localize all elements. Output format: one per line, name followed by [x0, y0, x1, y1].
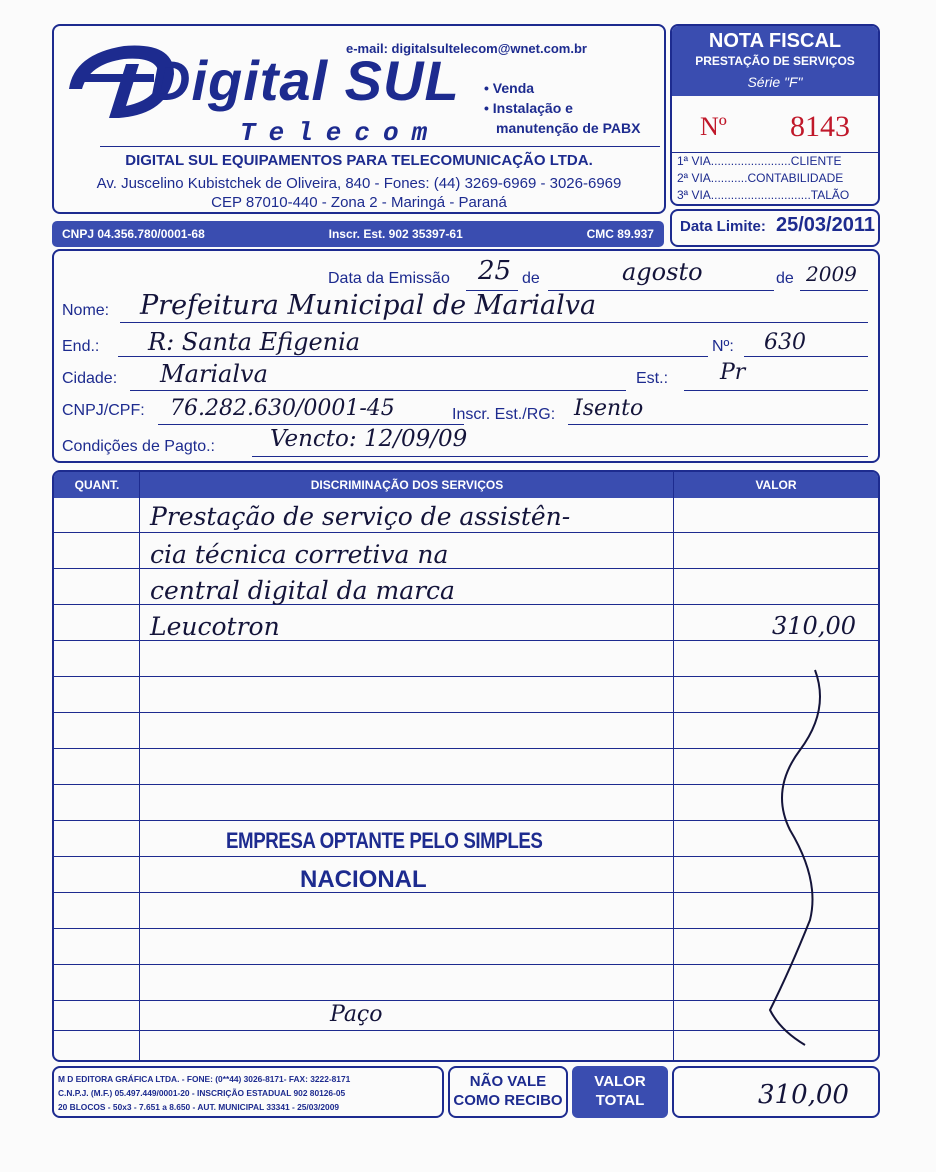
- via-contabilidade: 2ª VIA...........CONTABILIDADE: [677, 171, 844, 185]
- cidade-label: Cidade:: [62, 370, 118, 387]
- service-line-3[interactable]: central digital da marca: [150, 576, 455, 605]
- data-limite-label: Data Limite:: [680, 218, 766, 235]
- company-name: DIGITAL SUL EQUIPAMENTOS PARA TELECOMUNICAÇÃO LTDA.: [125, 152, 593, 169]
- cnpj-label: CNPJ/CPF:: [62, 402, 145, 419]
- cidade-value[interactable]: Marialva: [160, 360, 268, 388]
- company-cnpj: CNPJ 04.356.780/0001-68: [62, 227, 205, 241]
- nome-label: Nome:: [62, 302, 110, 319]
- nota-serie: Série "F": [747, 74, 803, 90]
- nota-title: NOTA FISCAL: [708, 30, 842, 52]
- inscr-value[interactable]: Isento: [574, 396, 644, 421]
- num-label: Nº:: [712, 338, 734, 355]
- col-quant-header: QUANT.: [74, 478, 120, 492]
- emissao-label: Data da Emissão: [328, 270, 450, 287]
- service-line-value[interactable]: 310,00: [772, 612, 856, 640]
- table-rule: [54, 820, 878, 821]
- company-cmc: CMC 89.937: [586, 227, 654, 241]
- service-venda: • Venda: [484, 80, 535, 96]
- col-desc-header: DISCRIMINAÇÃO DOS SERVIÇOS: [310, 478, 504, 492]
- valor-total-line2: TOTAL: [595, 1092, 645, 1109]
- printer-line2: C.N.P.J. (M.F.) 05.497.449/0001-20 - INSCRIÇÃO ESTADUAL 902 80126-05: [58, 1088, 346, 1098]
- cidade-line: [130, 390, 626, 391]
- est-value[interactable]: Pr: [720, 360, 746, 385]
- emissao-day[interactable]: 25: [478, 256, 512, 286]
- emissao-de1: de: [522, 270, 540, 287]
- emissao-de2: de: [776, 270, 794, 287]
- data-limite-value: 25/03/2011: [776, 214, 875, 236]
- valor-total-line1: VALOR: [594, 1073, 646, 1090]
- nao-vale-line2: COMO RECIBO: [453, 1092, 563, 1109]
- emissao-year-line: [800, 290, 868, 291]
- simples-stamp-line2: NACIONAL: [300, 866, 427, 893]
- service-line-1[interactable]: Prestação de serviço de assistên-: [150, 502, 571, 531]
- nota-number: 8143: [790, 110, 850, 143]
- table-rule: [54, 1030, 878, 1031]
- via-talao: 3ª VIA..............................TALÃO: [677, 188, 850, 202]
- num-value[interactable]: 630: [764, 330, 806, 355]
- col-divider-2: [673, 472, 674, 1060]
- inscr-line: [568, 424, 868, 425]
- logo-sub-text: Telecom: [240, 118, 441, 148]
- logo-main-text: Digital SUL: [150, 49, 460, 112]
- cnpj-line: [158, 424, 464, 425]
- est-line: [684, 390, 868, 391]
- col-valor-header: VALOR: [755, 478, 797, 492]
- service-instalacao: • Instalação e: [484, 100, 573, 116]
- nota-subtitle: PRESTAÇÃO DE SERVIÇOS: [695, 54, 855, 68]
- cond-line: [252, 456, 868, 457]
- est-label: Est.:: [636, 370, 669, 387]
- end-value[interactable]: R: Santa Efigenia: [148, 328, 361, 356]
- col-divider-1: [139, 472, 140, 1060]
- table-rule: [54, 712, 878, 713]
- table-rule: [54, 1000, 878, 1001]
- printer-line3: 20 BLOCOS - 50x3 - 7.651 a 8.650 - AUT. MUNICIPAL 33341 - 25/03/2009: [58, 1102, 340, 1112]
- address-line2: CEP 87010-440 - Zona 2 - Maringá - Paraná: [211, 194, 507, 211]
- nota-divider: [670, 152, 880, 153]
- emissao-year[interactable]: 2009: [806, 262, 857, 286]
- end-line: [118, 356, 708, 357]
- blank-cancel-stroke: [760, 650, 840, 1055]
- company-ids-bar: [52, 221, 664, 247]
- inscr-label: Inscr. Est./RG:: [452, 406, 556, 423]
- table-rule: [54, 928, 878, 929]
- nome-line: [120, 322, 868, 323]
- via-cliente: 1ª VIA........................CLIENTE: [677, 154, 842, 168]
- service-line-4[interactable]: Leucotron: [150, 612, 280, 641]
- address-line1: Av. Juscelino Kubistchek de Oliveira, 840 - Fones: (44) 3269-6969 - 3026-6969: [96, 175, 622, 192]
- nao-vale-line1: NÃO VALE: [469, 1073, 547, 1090]
- header-email: e-mail: digitalsultelecom@wnet.com.br: [346, 41, 587, 56]
- num-line: [744, 356, 868, 357]
- nome-value[interactable]: Prefeitura Municipal de Marialva: [140, 290, 597, 321]
- emissao-month[interactable]: agosto: [622, 258, 703, 286]
- printer-line1: M D EDITORA GRÁFICA LTDA. - FONE: (0**44) 3026-8171- FAX: 3222-8171: [58, 1074, 351, 1084]
- end-label: End.:: [62, 338, 100, 355]
- service-line-2[interactable]: cia técnica corretiva na: [150, 540, 449, 569]
- table-rule: [54, 892, 878, 893]
- table-rule: [54, 784, 878, 785]
- company-inscr: Inscr. Est. 902 35397-61: [328, 227, 463, 241]
- table-rule: [54, 676, 878, 677]
- table-rule: [54, 856, 878, 857]
- cond-value[interactable]: Vencto: 12/09/09: [270, 426, 468, 452]
- nota-number-label: Nº: [700, 112, 727, 141]
- table-rule: [54, 748, 878, 749]
- cond-label: Condições de Pagto.:: [62, 438, 215, 455]
- table-rule: [54, 532, 878, 533]
- simples-stamp-line1: EMPRESA OPTANTE PELO SIMPLES: [226, 828, 543, 853]
- logo-underline: [100, 146, 660, 147]
- cnpj-value[interactable]: 76.282.630/0001-45: [170, 396, 395, 421]
- total-value[interactable]: 310,00: [758, 1080, 849, 1110]
- service-manutencao: manutenção de PABX: [496, 120, 641, 136]
- table-rule: [54, 964, 878, 965]
- signature: Paço: [330, 1002, 383, 1027]
